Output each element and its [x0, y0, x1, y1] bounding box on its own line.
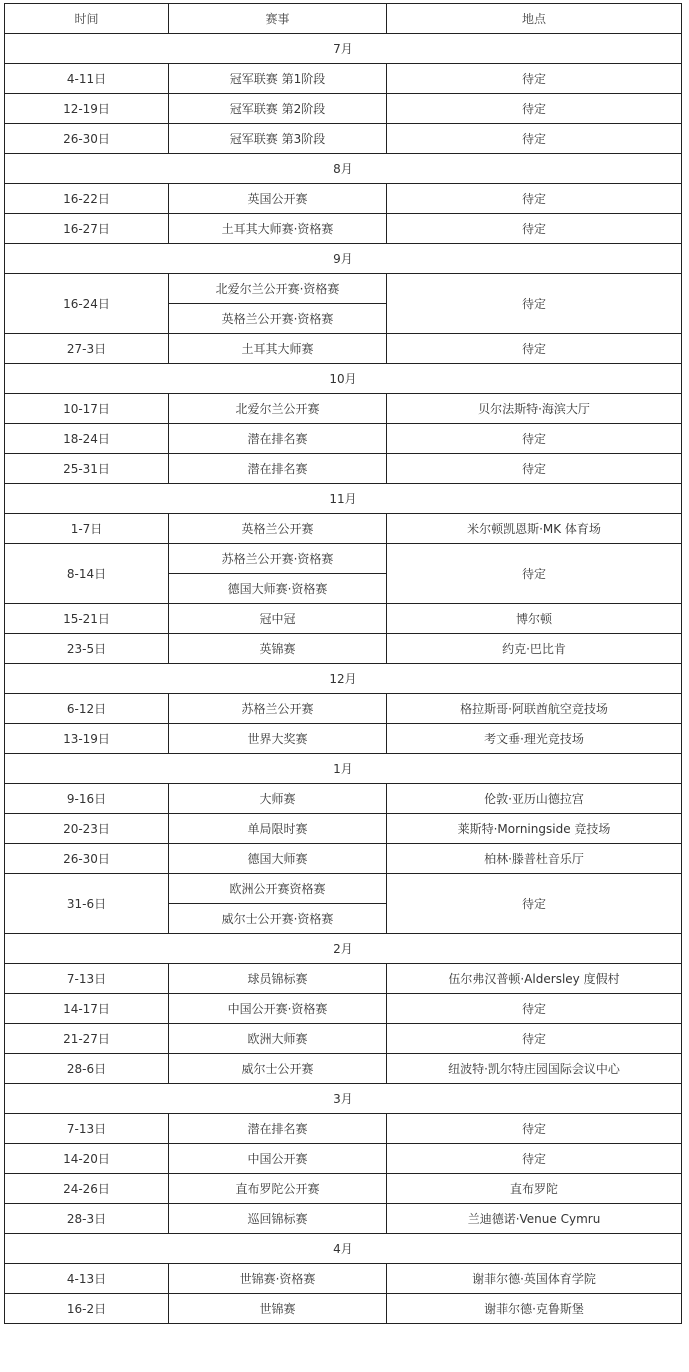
month-row [5, 934, 682, 964]
date-cell: 7-13日 [5, 1114, 169, 1144]
table-row [5, 64, 682, 94]
date-cell: 21-27日 [5, 1024, 169, 1054]
date-cell: 18-24日 [5, 424, 169, 454]
month-label: 10月 [5, 364, 682, 394]
month-row [5, 364, 682, 394]
date-cell: 20-23日 [5, 814, 169, 844]
table-row [5, 1294, 682, 1324]
table-row [5, 1144, 682, 1174]
month-row [5, 244, 682, 274]
table-row [5, 544, 682, 574]
date-cell: 24-26日 [5, 1174, 169, 1204]
venue-cell: 兰迪德诺·Venue Cymru [387, 1204, 682, 1234]
header-venue: 地点 [387, 4, 682, 34]
table-row [5, 94, 682, 124]
venue-cell: 柏林·滕普杜音乐厅 [387, 844, 682, 874]
event-cell: 土耳其大师赛·资格赛 [169, 214, 387, 244]
venue-cell: 待定 [387, 1144, 682, 1174]
event-cell: 直布罗陀公开赛 [169, 1174, 387, 1204]
table-row [5, 424, 682, 454]
event-cell: 冠中冠 [169, 604, 387, 634]
table-header [5, 4, 682, 34]
table-row [5, 394, 682, 424]
date-cell: 26-30日 [5, 124, 169, 154]
date-cell: 25-31日 [5, 454, 169, 484]
venue-cell: 待定 [387, 214, 682, 244]
month-row [5, 34, 682, 64]
date-cell: 26-30日 [5, 844, 169, 874]
venue-cell: 待定 [387, 64, 682, 94]
event-cell: 北爱尔兰公开赛·资格赛 [169, 274, 387, 304]
table-row [5, 1174, 682, 1204]
venue-cell: 待定 [387, 184, 682, 214]
date-cell: 15-21日 [5, 604, 169, 634]
venue-cell: 贝尔法斯特·海滨大厅 [387, 394, 682, 424]
event-cell: 英锦赛 [169, 634, 387, 664]
event-cell: 冠军联赛 第2阶段 [169, 94, 387, 124]
table-row [5, 814, 682, 844]
schedule-table [4, 3, 682, 1324]
table-row [5, 874, 682, 904]
table-row [5, 454, 682, 484]
month-row [5, 664, 682, 694]
date-cell: 7-13日 [5, 964, 169, 994]
venue-cell: 待定 [387, 94, 682, 124]
table-row [5, 604, 682, 634]
event-cell: 冠军联赛 第1阶段 [169, 64, 387, 94]
event-cell: 球员锦标赛 [169, 964, 387, 994]
event-cell: 苏格兰公开赛 [169, 694, 387, 724]
venue-cell: 伦敦·亚历山德拉宫 [387, 784, 682, 814]
table-row [5, 214, 682, 244]
month-label: 3月 [5, 1084, 682, 1114]
venue-cell: 待定 [387, 1114, 682, 1144]
date-cell: 28-6日 [5, 1054, 169, 1084]
date-cell: 16-2日 [5, 1294, 169, 1324]
date-cell: 4-11日 [5, 64, 169, 94]
venue-cell: 待定 [387, 544, 682, 604]
venue-cell: 纽波特·凯尔特庄园国际会议中心 [387, 1054, 682, 1084]
venue-cell: 谢菲尔德·克鲁斯堡 [387, 1294, 682, 1324]
event-cell: 英格兰公开赛 [169, 514, 387, 544]
table-row [5, 844, 682, 874]
event-cell: 世锦赛·资格赛 [169, 1264, 387, 1294]
table-row [5, 274, 682, 304]
event-cell: 世锦赛 [169, 1294, 387, 1324]
venue-cell: 待定 [387, 124, 682, 154]
venue-cell: 莱斯特·Morningside 竞技场 [387, 814, 682, 844]
venue-cell: 待定 [387, 424, 682, 454]
table-row [5, 1204, 682, 1234]
venue-cell: 待定 [387, 274, 682, 334]
month-row [5, 1234, 682, 1264]
month-label: 8月 [5, 154, 682, 184]
venue-cell: 待定 [387, 1024, 682, 1054]
table-row [5, 184, 682, 214]
event-cell: 英国公开赛 [169, 184, 387, 214]
venue-cell: 待定 [387, 454, 682, 484]
table-row [5, 514, 682, 544]
event-cell: 威尔士公开赛 [169, 1054, 387, 1084]
event-cell: 土耳其大师赛 [169, 334, 387, 364]
table-row [5, 1054, 682, 1084]
month-label: 11月 [5, 484, 682, 514]
event-cell: 潜在排名赛 [169, 1114, 387, 1144]
month-row [5, 154, 682, 184]
month-label: 9月 [5, 244, 682, 274]
event-cell: 威尔士公开赛·资格赛 [169, 904, 387, 934]
date-cell: 16-27日 [5, 214, 169, 244]
event-cell: 苏格兰公开赛·资格赛 [169, 544, 387, 574]
event-cell: 潜在排名赛 [169, 424, 387, 454]
date-cell: 23-5日 [5, 634, 169, 664]
event-cell: 中国公开赛 [169, 1144, 387, 1174]
date-cell: 9-16日 [5, 784, 169, 814]
venue-cell: 博尔顿 [387, 604, 682, 634]
table-row [5, 1114, 682, 1144]
event-cell: 巡回锦标赛 [169, 1204, 387, 1234]
date-cell: 12-19日 [5, 94, 169, 124]
month-label: 12月 [5, 664, 682, 694]
venue-cell: 格拉斯哥·阿联酋航空竞技场 [387, 694, 682, 724]
venue-cell: 谢菲尔德·英国体育学院 [387, 1264, 682, 1294]
table-row [5, 634, 682, 664]
header-date: 时间 [5, 4, 169, 34]
event-cell: 冠军联赛 第3阶段 [169, 124, 387, 154]
date-cell: 13-19日 [5, 724, 169, 754]
date-cell: 4-13日 [5, 1264, 169, 1294]
event-cell: 北爱尔兰公开赛 [169, 394, 387, 424]
date-cell: 27-3日 [5, 334, 169, 364]
event-cell: 欧洲大师赛 [169, 1024, 387, 1054]
month-row [5, 1084, 682, 1114]
event-cell: 中国公开赛·资格赛 [169, 994, 387, 1024]
venue-cell: 考文垂·理光竞技场 [387, 724, 682, 754]
header-row [5, 4, 682, 34]
event-cell: 德国大师赛 [169, 844, 387, 874]
table-row [5, 724, 682, 754]
month-label: 4月 [5, 1234, 682, 1264]
date-cell: 14-20日 [5, 1144, 169, 1174]
date-cell: 16-22日 [5, 184, 169, 214]
event-cell: 大师赛 [169, 784, 387, 814]
month-label: 7月 [5, 34, 682, 64]
event-cell: 潜在排名赛 [169, 454, 387, 484]
table-row [5, 964, 682, 994]
date-cell: 10-17日 [5, 394, 169, 424]
date-cell: 1-7日 [5, 514, 169, 544]
table-body [5, 34, 682, 1324]
month-label: 2月 [5, 934, 682, 964]
table-row [5, 784, 682, 814]
date-cell: 6-12日 [5, 694, 169, 724]
month-row [5, 754, 682, 784]
event-cell: 欧洲公开赛资格赛 [169, 874, 387, 904]
venue-cell: 伍尔弗汉普顿·Aldersley 度假村 [387, 964, 682, 994]
date-cell: 8-14日 [5, 544, 169, 604]
venue-cell: 待定 [387, 334, 682, 364]
table-row [5, 994, 682, 1024]
month-row [5, 484, 682, 514]
event-cell: 世界大奖赛 [169, 724, 387, 754]
event-cell: 单局限时赛 [169, 814, 387, 844]
event-cell: 德国大师赛·资格赛 [169, 574, 387, 604]
venue-cell: 约克·巴比肯 [387, 634, 682, 664]
table-row [5, 334, 682, 364]
date-cell: 28-3日 [5, 1204, 169, 1234]
table-row [5, 1024, 682, 1054]
venue-cell: 待定 [387, 874, 682, 934]
month-label: 1月 [5, 754, 682, 784]
table-row [5, 124, 682, 154]
header-event: 赛事 [169, 4, 387, 34]
table-row [5, 694, 682, 724]
date-cell: 16-24日 [5, 274, 169, 334]
date-cell: 14-17日 [5, 994, 169, 1024]
table-row [5, 1264, 682, 1294]
event-cell: 英格兰公开赛·资格赛 [169, 304, 387, 334]
venue-cell: 米尔顿凯恩斯·MK 体育场 [387, 514, 682, 544]
date-cell: 31-6日 [5, 874, 169, 934]
venue-cell: 直布罗陀 [387, 1174, 682, 1204]
venue-cell: 待定 [387, 994, 682, 1024]
